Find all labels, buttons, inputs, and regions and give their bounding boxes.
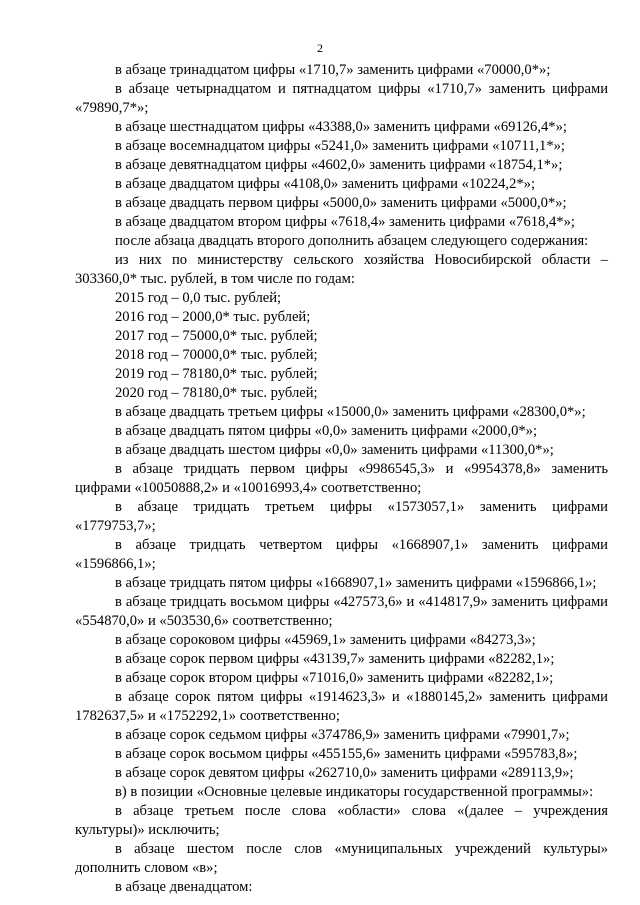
paragraph: в абзаце восемнадцатом цифры «5241,0» заменить цифрами «10711,1*»; (115, 138, 565, 154)
paragraph: в абзаце сороковом цифры «45969,1» заменить цифрами «84273,3»; (115, 632, 536, 648)
paragraph: после абзаца двадцать второго дополнить абзацем следующего содержания: (115, 233, 589, 249)
paragraph: из них по министерству сельского хозяйства Новосибирской области – 303360,0* тыс. рублей, в том числе по годам: (75, 252, 608, 287)
page-number: 2 (317, 41, 323, 55)
paragraph: в абзаце двенадцатом: (115, 879, 253, 895)
paragraph: в абзаце тридцать пятом цифры «1668907,1» заменить цифрами «1596866,1»; (115, 575, 597, 591)
paragraph: в абзаце двадцатом цифры «4108,0» заменить цифрами «10224,2*»; (115, 176, 536, 192)
paragraph: в абзаце сорок втором цифры «71016,0» заменить цифрами «82282,1»; (115, 670, 554, 686)
paragraph: в абзаце двадцать шестом цифры «0,0» заменить цифрами «11300,0*»; (115, 442, 554, 458)
paragraph: в) в позиции «Основные целевые индикаторы государственной программы»: (115, 784, 594, 800)
year-line: 2017 год – 75000,0* тыс. рублей; (115, 328, 318, 344)
paragraph: в абзаце тридцать восьмом цифры «427573,6» и «414817,9» заменить цифрами «554870,0» и «503530,6» соответственно; (75, 594, 608, 629)
paragraph: в абзаце сорок пятом цифры «1914623,3» и «1880145,2» заменить цифрами 1782637,5» и «1752292,1» соответственно; (75, 689, 608, 724)
paragraph: в абзаце четырнадцатом и пятнадцатом цифры «1710,7» заменить цифрами «79890,7*»; (75, 81, 608, 116)
paragraph: в абзаце двадцать пятом цифры «0,0» заменить цифрами «2000,0*»; (115, 423, 538, 439)
year-line: 2019 год – 78180,0* тыс. рублей; (115, 366, 318, 382)
year-line: 2015 год – 0,0 тыс. рублей; (115, 290, 282, 306)
paragraph: в абзаце сорок восьмом цифры «455155,6» заменить цифрами «595783,8»; (115, 746, 578, 762)
year-line: 2020 год – 78180,0* тыс. рублей; (115, 385, 318, 401)
year-line: 2016 год – 2000,0* тыс. рублей; (115, 309, 311, 325)
paragraph: в абзаце шестнадцатом цифры «43388,0» заменить цифрами «69126,4*»; (115, 119, 567, 135)
paragraph: в абзаце шестом после слов «муниципальных учреждений культуры» дополнить словом «в»; (75, 841, 608, 876)
paragraph: в абзаце тридцать третьем цифры «1573057,1» заменить цифрами «1779753,7»; (75, 499, 608, 534)
paragraph: в абзаце тридцать четвертом цифры «1668907,1» заменить цифрами «1596866,1»; (75, 537, 608, 572)
paragraph: в абзаце третьем после слова «области» слова «(далее – учреждения культуры)» исключить; (75, 803, 608, 838)
paragraph: в абзаце двадцать первом цифры «5000,0» заменить цифрами «5000,0*»; (115, 195, 567, 211)
paragraph: в абзаце сорок седьмом цифры «374786,9» заменить цифрами «79901,7»; (115, 727, 570, 743)
paragraph: в абзаце тринадцатом цифры «1710,7» заменить цифрами «70000,0*»; (115, 62, 551, 78)
paragraph: в абзаце двадцатом втором цифры «7618,4» заменить цифрами «7618,4*»; (115, 214, 575, 230)
paragraph: в абзаце сорок первом цифры «43139,7» заменить цифрами «82282,1»; (115, 651, 555, 667)
paragraph: в абзаце двадцать третьем цифры «15000,0» заменить цифрами «28300,0*»; (115, 404, 586, 420)
document-body (75, 61, 608, 897)
year-line: 2018 год – 70000,0* тыс. рублей; (115, 347, 318, 363)
paragraph: в абзаце сорок девятом цифры «262710,0» заменить цифрами «289113,9»; (115, 765, 574, 781)
paragraph: в абзаце тридцать первом цифры «9986545,3» и «9954378,8» заменить цифрами «10050888,2» и «10016993,4» соответственно; (75, 461, 608, 496)
paragraph: в абзаце девятнадцатом цифры «4602,0» заменить цифрами «18754,1*»; (115, 157, 563, 173)
